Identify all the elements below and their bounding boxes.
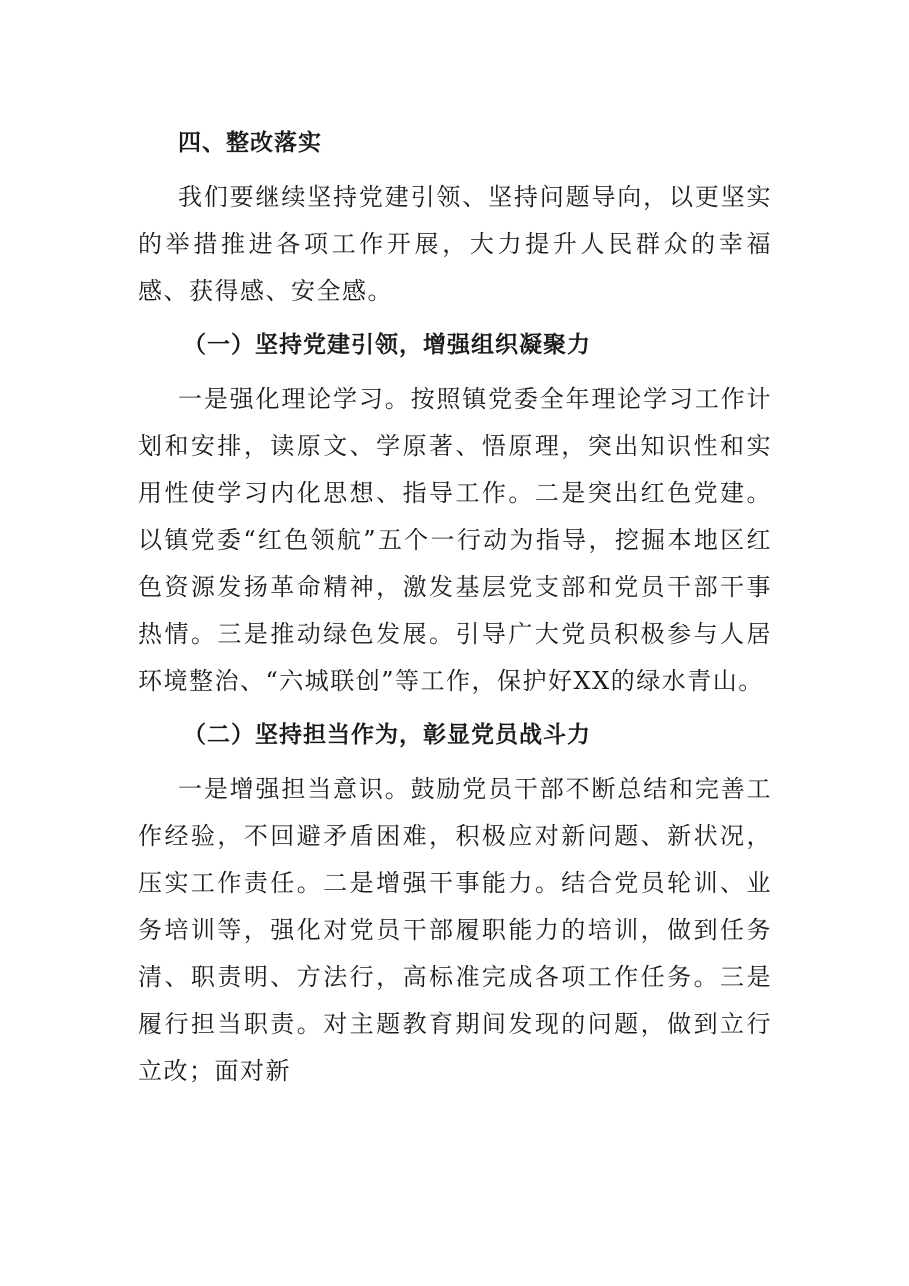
subsection-1-heading: （一）坚持党建引领，增强组织凝聚力: [183, 332, 591, 358]
subsection-2-heading: （二）坚持担当作为，彰显党员战斗力: [183, 722, 591, 748]
intro-paragraph: 我们要继续坚持党建引领、坚持问题导向，以更坚实的举措推进各项工作开展，大力提升人民群众的幸福感、获得感、安全感。: [138, 183, 772, 305]
subsection-1-paragraph: 一是强化理论学习。按照镇党委全年理论学习工作计划和安排，读原文、学原著、悟原理，突出知识性和实用性使学习内化思想、指导工作。二是突出红色党建。以镇党委“红色领航”五个一行动为指导，挖掘本地区红色资源发扬革命精神，激发基层党支部和党员干部干事热情。三是推动绿色发展。引导广大党员积极参与人居环境整治、“六城联创”等工作，保护好XX的绿水青山。: [138, 385, 772, 695]
document-body: [138, 120, 772, 1095]
subsection-2-paragraph: 一是增强担当意识。鼓励党员干部不断总结和完善工作经验，不回避矛盾困难，积极应对新问题、新状况，压实工作责任。二是增强干事能力。结合党员轮训、业务培训等，强化对党员干部履职能力的培训，做到任务清、职责明、方法行，高标准完成各项工作任务。三是履行担当职责。对主题教育期间发现的问题，做到立行立改；面对新: [138, 775, 772, 1085]
section-heading: 四、整改落实: [178, 130, 322, 156]
